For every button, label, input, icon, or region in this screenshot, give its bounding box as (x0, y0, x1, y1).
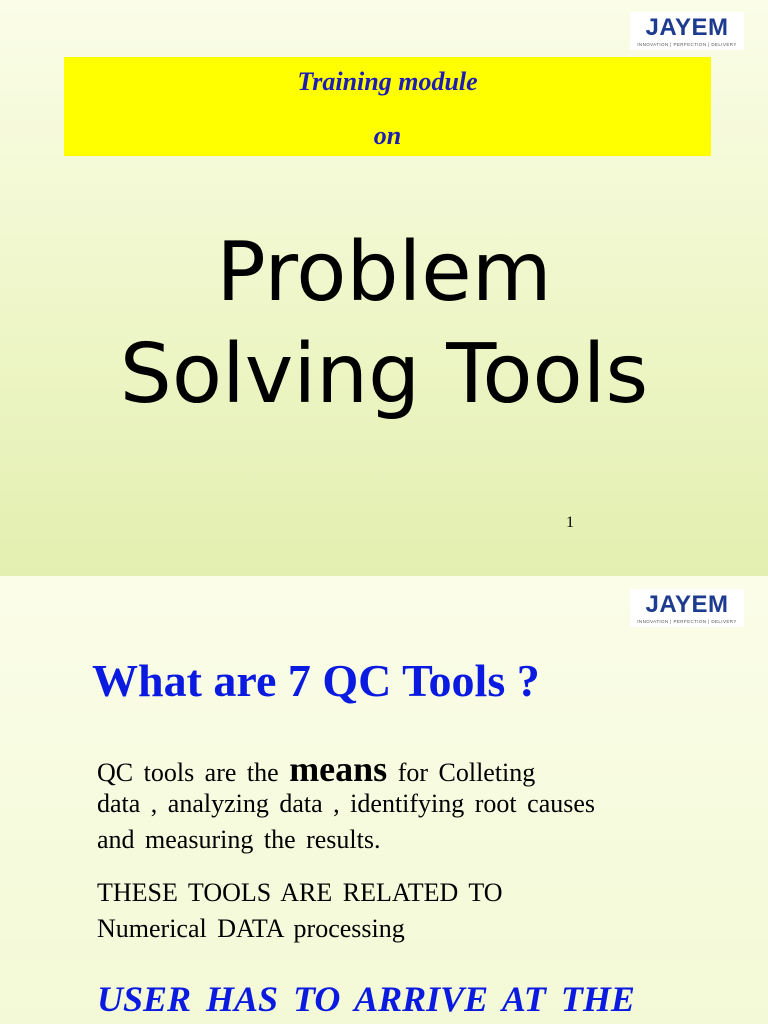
jayem-logo (630, 589, 744, 627)
paragraph-2-line-2: Numerical DATA processing (97, 914, 405, 943)
para-text: QC tools are the (97, 758, 290, 787)
slide-heading: What are 7 QC Tools ? (92, 655, 540, 706)
slide-2 (0, 576, 768, 1024)
means-emphasis: means (289, 749, 388, 789)
para-text: for Colleting (387, 758, 536, 787)
logo-word: JAYEM (645, 591, 729, 618)
logo-tagline: INNOVATION | PERFECTION | DELIVERY (637, 42, 737, 47)
logo-tagline: INNOVATION | PERFECTION | DELIVERY (637, 619, 737, 624)
banner-line-2: on (373, 121, 402, 150)
emphasis-line: USER HAS TO ARRIVE AT THE (97, 979, 635, 1019)
logo-word: JAYEM (645, 14, 729, 41)
paragraph-1-line-1 (97, 748, 535, 790)
paragraph-2-line-1: THESE TOOLS ARE RELATED TO (97, 878, 503, 907)
banner-line-1: Training module (297, 67, 478, 96)
jayem-logo (630, 12, 744, 50)
paragraph-1-line-2: data , analyzing data , identifying root causes (97, 789, 596, 818)
main-title-line-2: Solving Tools (119, 327, 649, 422)
slide-number: 1 (566, 514, 574, 531)
main-title-line-1: Problem (216, 225, 552, 320)
title-banner (64, 57, 711, 156)
paragraph-1-line-3: and measuring the results. (97, 825, 381, 854)
